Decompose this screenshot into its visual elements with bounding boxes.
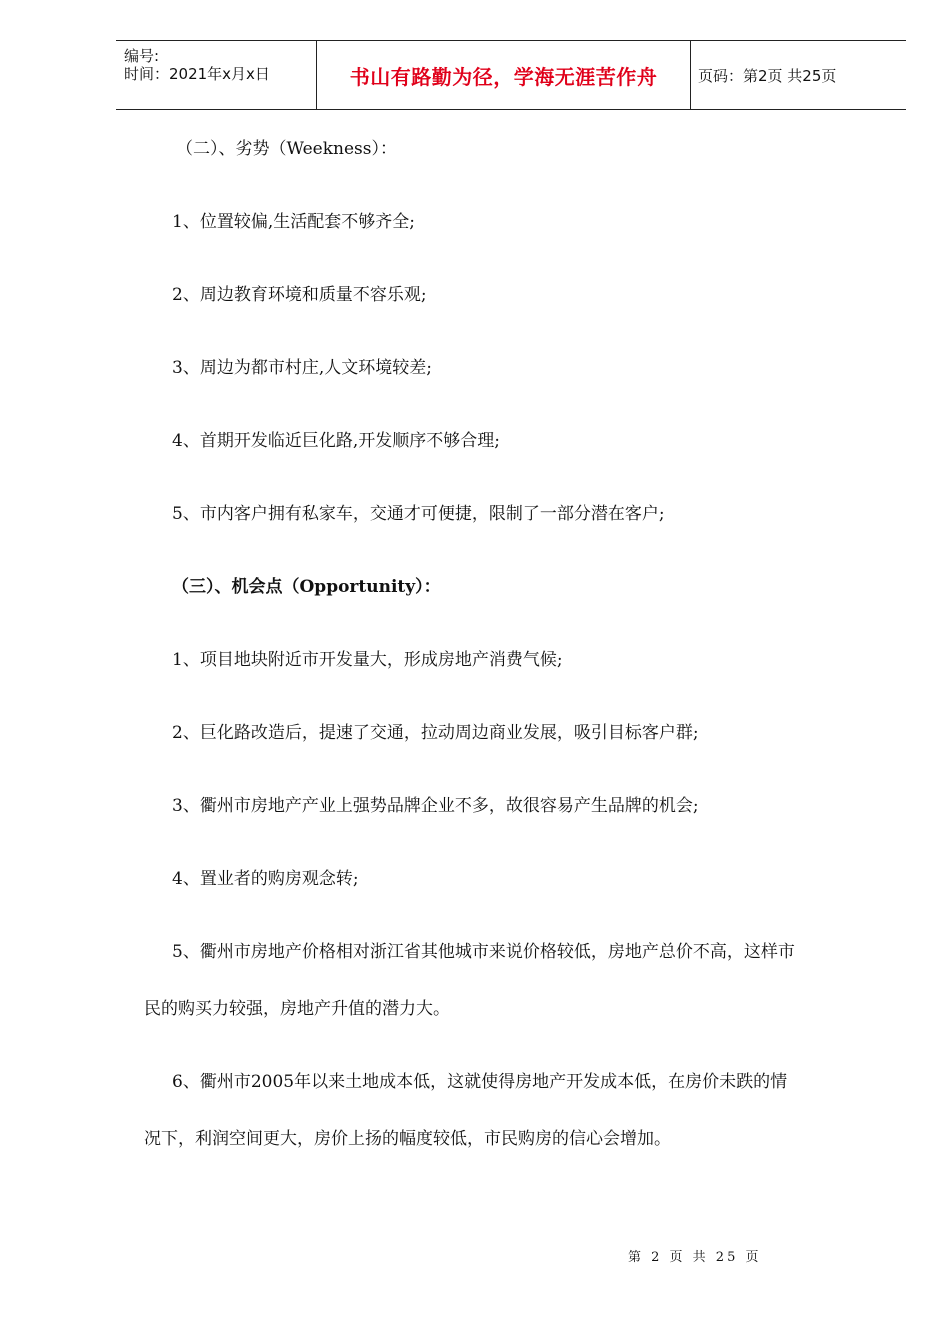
weakness-item-5: 5、市内客户拥有私家车，交通才可便捷，限制了一部分潜在客户; — [172, 504, 665, 524]
header-page-cell — [690, 41, 914, 109]
weakness-item-1: 1、位置较偏,生活配套不够齐全; — [172, 212, 415, 232]
document-time-label: 时间：2021年x月x日 — [124, 65, 270, 83]
weakness-heading: （二）、劣势（Weekness）： — [176, 139, 397, 159]
opportunity-item-5-line-1: 5、衢州市房地产价格相对浙江省其他城市来说价格较低，房地产总价不高，这样市 — [172, 942, 795, 962]
opportunity-item-6-line-1: 6、衢州市2005年以来土地成本低，这就使得房地产开发成本低，在房价未跌的情 — [172, 1072, 788, 1092]
opportunity-item-5-line-2: 民的购买力较强，房地产升值的潜力大。 — [144, 999, 450, 1019]
header-motto: 书山有路勤为径，学海无涯苦作舟 — [349, 64, 658, 89]
page-header — [116, 40, 906, 110]
header-motto-cell — [316, 41, 691, 109]
document-number-label: 编号: — [124, 47, 160, 65]
opportunity-item-4: 4、置业者的购房观念转; — [172, 869, 359, 889]
weakness-item-2: 2、周边教育环境和质量不容乐观; — [172, 285, 427, 305]
weakness-item-3: 3、周边为都市村庄,人文环境较差; — [172, 358, 432, 378]
page-footer: 第 2 页 共 25 页 — [628, 1250, 762, 1265]
opportunity-item-6-line-2: 况下，利润空间更大，房价上扬的幅度较低，市民购房的信心会增加。 — [144, 1129, 671, 1149]
opportunity-heading: （三）、机会点（Opportunity）： — [172, 577, 441, 597]
opportunity-item-2: 2、巨化路改造后，提速了交通，拉动周边商业发展，吸引目标客户群; — [172, 723, 699, 743]
opportunity-item-1: 1、项目地块附近市开发量大，形成房地产消费气候; — [172, 650, 563, 670]
header-page-info: 页码：第2页 共25页 — [698, 66, 837, 85]
opportunity-item-3: 3、衢州市房地产产业上强势品牌企业不多，故很容易产生品牌的机会; — [172, 796, 699, 816]
weakness-item-4: 4、首期开发临近巨化路,开发顺序不够合理; — [172, 431, 500, 451]
header-meta-cell — [116, 41, 316, 109]
